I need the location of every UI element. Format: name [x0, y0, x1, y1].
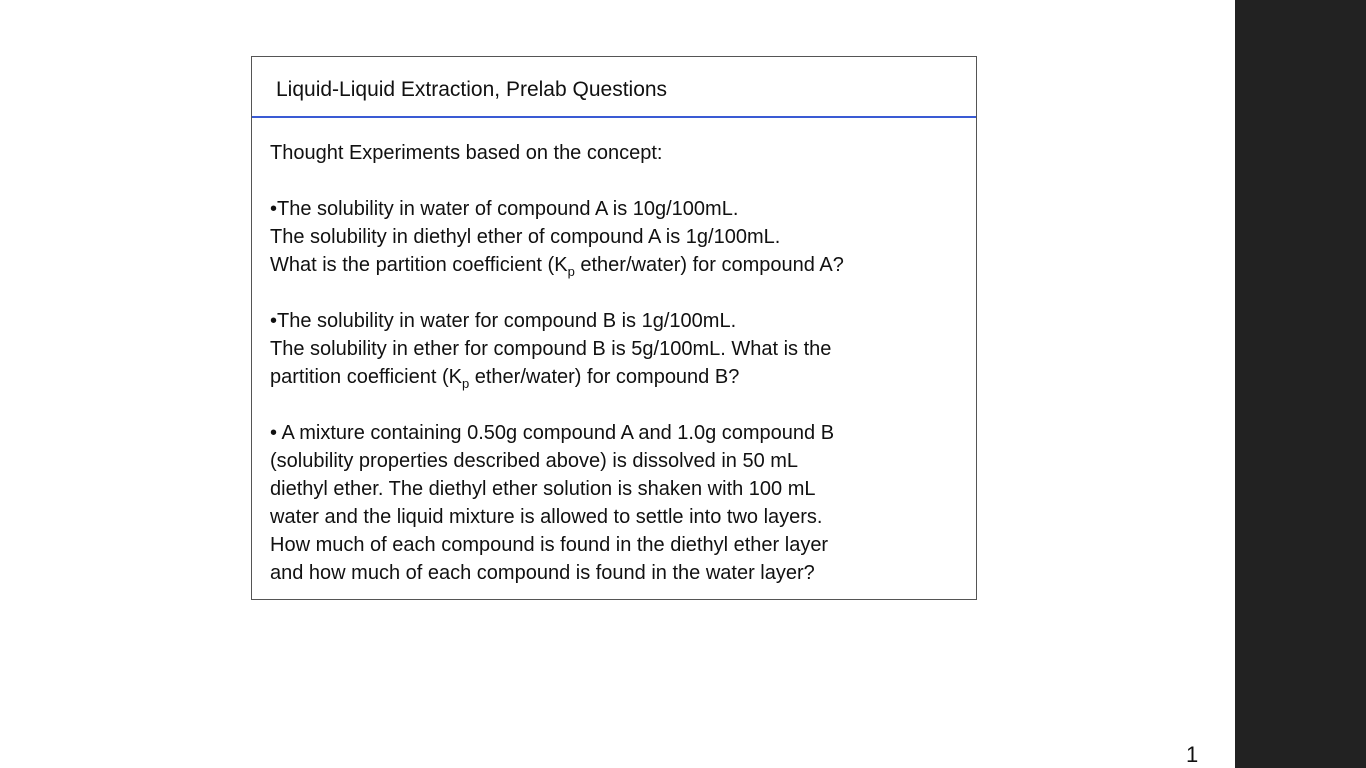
question-a-line-2: The solubility in diethyl ether of compound A is 1g/100mL.	[270, 226, 781, 248]
question-mixture-line: and how much of each compound is found in the water layer?	[270, 562, 815, 584]
question-b-line-2: The solubility in ether for compound B is 5g/100mL. What is the	[270, 338, 832, 360]
title-divider	[252, 116, 976, 118]
intro-text: Thought Experiments based on the concept:	[270, 142, 663, 164]
slide-title: Liquid-Liquid Extraction, Prelab Questions	[276, 78, 668, 101]
question-a-line-3-start: What is the partition coefficient (K	[270, 254, 568, 276]
question-a-line-1: •The solubility in water of compound A is 10g/100mL.	[270, 198, 739, 220]
question-mixture-line: How much of each compound is found in the diethyl ether layer	[270, 534, 829, 556]
slide-body	[270, 139, 960, 615]
question-mixture-line: • A mixture containing 0.50g compound A and 1.0g compound B	[270, 422, 835, 444]
question-mixture-line: diethyl ether. The diethyl ether solution is shaken with 100 mL	[270, 478, 816, 500]
kp-subscript: p	[567, 264, 575, 279]
question-mixture-line: (solubility properties described above) is dissolved in 50 mL	[270, 450, 799, 472]
question-b-line-1: •The solubility in water for compound B is 1g/100mL.	[270, 310, 737, 332]
question-mixture	[270, 419, 960, 587]
question-a-line-3	[270, 251, 960, 279]
page-number: 1	[1186, 742, 1199, 767]
side-panel	[1235, 0, 1366, 768]
question-b-line-3-start: partition coefficient (K	[270, 366, 462, 388]
question-b	[270, 307, 960, 391]
question-b-line-3-end: ether/water) for compound B?	[469, 366, 740, 388]
slide	[251, 56, 977, 600]
question-a	[270, 195, 960, 279]
question-a-line-3-end: ether/water) for compound A?	[574, 254, 844, 276]
kp-subscript: p	[461, 376, 470, 391]
question-b-line-3	[270, 363, 960, 391]
question-mixture-line: water and the liquid mixture is allowed to settle into two layers.	[270, 506, 823, 528]
